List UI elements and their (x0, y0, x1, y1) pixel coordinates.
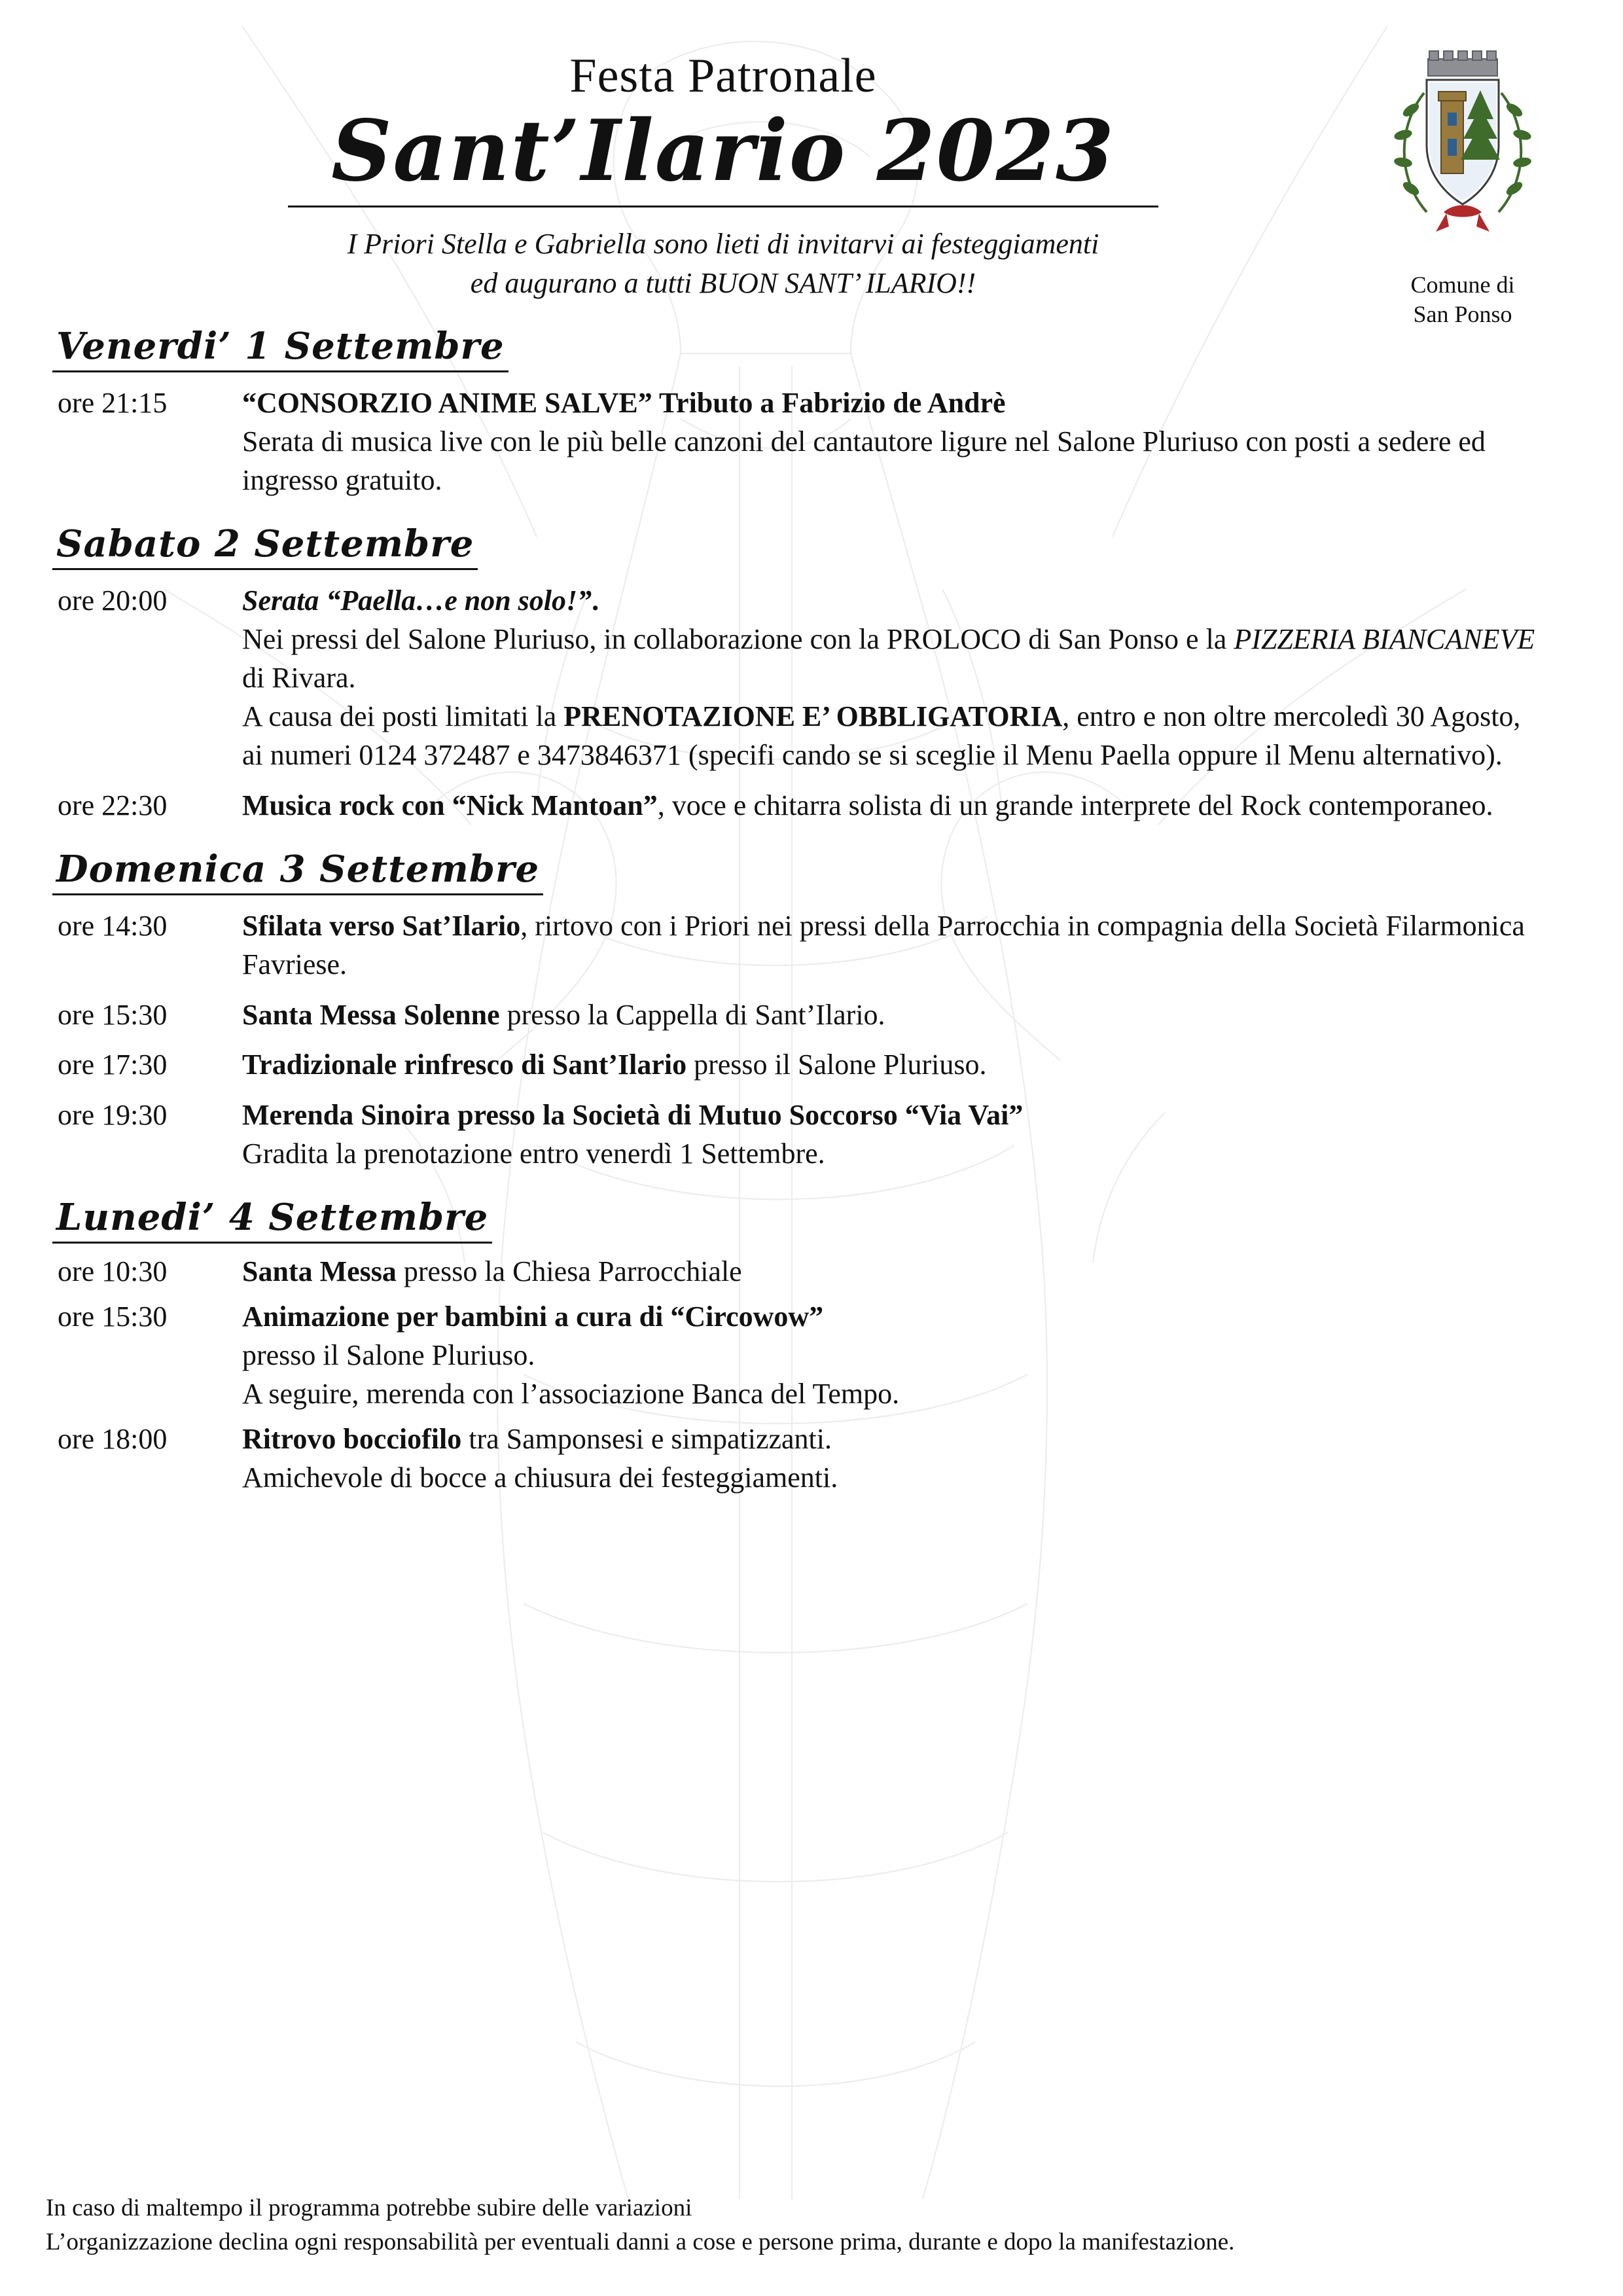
day-title: Sabato 2 Settembre (52, 522, 478, 570)
entry-time: ore 15:30 (58, 998, 168, 1031)
entry-lead: Merenda Sinoira presso la Società di Mutuo Soccorso “Via Vai” (242, 1099, 1024, 1132)
entry-lead: Animazione per bambini a cura di “Circowow” (242, 1300, 824, 1333)
entry-description-2 (242, 698, 1544, 775)
schedule-entry (46, 1253, 1564, 1291)
disclaimer-line-1: In caso di maltempo il programma potrebbe subire delle variazioni (46, 2194, 692, 2221)
entry-time: ore 22:30 (58, 789, 168, 821)
entry-lead: Santa Messa Solenne (242, 998, 500, 1031)
schedule-entry (46, 1096, 1564, 1174)
schedule-entry (46, 907, 1564, 984)
crest-caption-line2: San Ponso (1413, 301, 1512, 327)
schedule-entry (46, 1420, 1564, 1498)
entry-lead-tail: presso il Salone Pluriuso. (687, 1049, 987, 1081)
entry-description: Amichevole di bocce a chiusura dei festeggiamenti. (242, 1462, 838, 1494)
entry-lead-tail: tra Samponsesi e simpatizzanti. (461, 1423, 832, 1456)
entry-body (242, 1253, 1564, 1291)
entry-desc-emphasis: PIZZERIA BIANCANEVE (1234, 622, 1535, 655)
schedule-entry (46, 384, 1564, 500)
entry-lead-tail: Tributo a Fabrizio de Andrè (652, 387, 1006, 420)
entry-lead: Musica rock con “Nick Mantoan” (242, 789, 658, 821)
crest-block (1368, 47, 1558, 329)
entry-time: ore 20:00 (58, 584, 168, 617)
coat-of-arms-icon (1381, 47, 1544, 263)
entry-body (242, 582, 1564, 775)
entry-description-1 (242, 620, 1544, 698)
entry-description-2: A seguire, merenda con l’associazione Banca del Tempo. (242, 1378, 900, 1410)
disclaimer-footer (46, 2191, 1564, 2260)
schedule-entry (46, 1298, 1564, 1414)
entry-time: ore 14:30 (58, 909, 168, 942)
entry-lead-tail: , rirtovo con i Priori nei pressi della Parrocchia in compagnia della Società Filarmonica Favriese. (242, 909, 1525, 980)
entry-desc-part-b: , entro e non oltre mercoledì 30 Agosto, ai numeri 0124 372487 e 3473846371 (specifi cando se si sceglie il Menu Paella oppure il Menu alternativo). (242, 700, 1521, 771)
disclaimer-line-2: L’organizzazione declina ogni responsabilità per eventuali danni a cose e persone prima, durante e dopo la manifestazione. (46, 2229, 1235, 2256)
title-divider (288, 206, 1158, 207)
entry-body (242, 907, 1564, 984)
entry-lead-tail: presso la Chiesa Parrocchiale (396, 1255, 742, 1288)
entry-time: ore 17:30 (58, 1049, 168, 1081)
entry-body (242, 1420, 1564, 1498)
entry-body (242, 1046, 1564, 1085)
day-section-domenica (46, 848, 1564, 1174)
entry-lead-tail: . (592, 584, 599, 617)
entry-desc-part-a: Nei pressi del Salone Pluriuso, in collaborazione con la PROLOCO di San Ponso e la (242, 622, 1234, 655)
entry-lead: Ritrovo bocciofilo (242, 1423, 462, 1456)
page-title: Sant’Ilario 2023 (331, 101, 1115, 200)
entry-description: Gradita la prenotazione entro venerdì 1 Settembre. (242, 1138, 825, 1170)
entry-lead: Sfilata verso Sat’Ilario (242, 909, 521, 942)
crest-caption-line1: Comune di (1410, 272, 1515, 298)
entry-lead: Serata “Paella…e non solo!” (242, 584, 592, 617)
entry-time: ore 18:00 (58, 1423, 168, 1456)
entry-body (242, 787, 1564, 825)
entry-desc-part-b: di Rivara. (242, 661, 356, 694)
entry-lead: Tradizionale rinfresco di Sant’Ilario (242, 1049, 687, 1081)
entry-desc-emphasis: PRENOTAZIONE E’ OBBLIGATORIA (563, 700, 1063, 732)
day-title: Lunedi’ 4 Settembre (52, 1196, 492, 1244)
entry-body (242, 384, 1564, 500)
day-section-venerdi (46, 325, 1564, 500)
entry-lead-tail: , voce e chitarra solista di un grande interprete del Rock contemporaneo. (657, 789, 1493, 821)
schedule-entry (46, 787, 1564, 825)
day-section-lunedi (46, 1196, 1564, 1498)
schedule-entry (46, 582, 1564, 775)
invite-line-1: I Priori Stella e Gabriella sono lieti di invitarvi ai festeggiamenti (347, 228, 1099, 260)
entry-desc-part-a: A causa dei posti limitati la (242, 700, 564, 732)
day-section-sabato (46, 522, 1564, 825)
entry-lead-tail: presso la Cappella di Sant’Ilario. (499, 998, 885, 1031)
entry-lead: “CONSORZIO ANIME SALVE” (242, 387, 652, 420)
schedule-entry (46, 996, 1564, 1035)
entry-time: ore 15:30 (58, 1300, 168, 1333)
schedule-entry (46, 1046, 1564, 1085)
day-title: Venerdi’ 1 Settembre (52, 325, 508, 372)
invite-line-2: ed augurano a tutti BUON SANT’ ILARIO!! (470, 266, 976, 299)
entry-time: ore 21:15 (58, 387, 168, 420)
entry-description-1: presso il Salone Pluriuso. (242, 1339, 535, 1372)
eyebrow-title: Festa Patronale (569, 49, 877, 103)
entry-body (242, 1096, 1564, 1174)
entry-body (242, 1298, 1564, 1414)
day-title: Domenica 3 Settembre (52, 848, 543, 895)
poster-header (46, 49, 1564, 327)
entry-lead: Santa Messa (242, 1255, 397, 1288)
entry-time: ore 19:30 (58, 1099, 168, 1132)
entry-description: Serata di musica live con le più belle canzoni del cantautore ligure nel Salone Pluriuso con posti a sedere ed ingresso gratuito. (242, 425, 1486, 496)
entry-body (242, 996, 1564, 1035)
entry-time: ore 10:30 (58, 1255, 168, 1288)
